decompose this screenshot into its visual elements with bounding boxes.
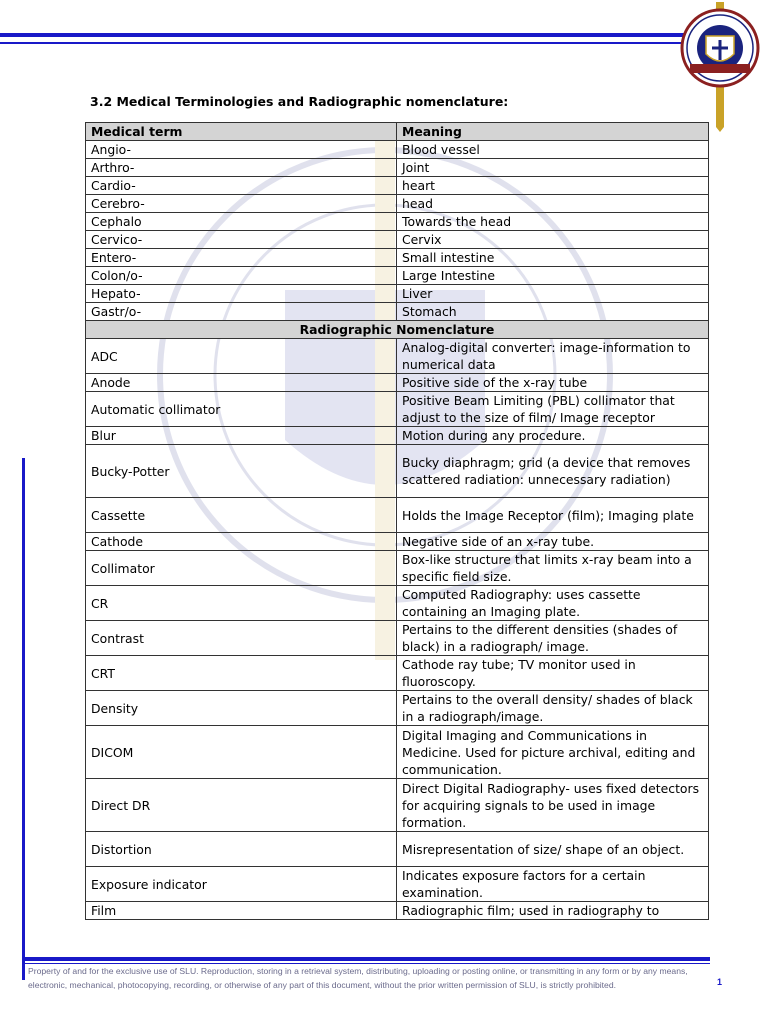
meaning-cell: Joint <box>397 159 709 177</box>
table-row <box>86 779 709 832</box>
meaning-cell: Direct Digital Radiography- uses fixed detectors for acquiring signals to be used in image formation. <box>397 779 709 832</box>
meaning-cell: Box-like structure that limits x-ray beam into a specific field size. <box>397 551 709 586</box>
term-cell: Exposure indicator <box>86 867 397 902</box>
meaning-cell: Radiographic film; used in radiography to <box>397 902 709 920</box>
table-row <box>86 141 709 159</box>
term-cell: Anode <box>86 374 397 392</box>
table-row <box>86 498 709 533</box>
table-row <box>86 159 709 177</box>
term-cell: Angio- <box>86 141 397 159</box>
term-cell: ADC <box>86 339 397 374</box>
term-cell: Contrast <box>86 621 397 656</box>
term-cell: Cervico- <box>86 231 397 249</box>
page-number: 1 <box>717 977 723 987</box>
meaning-cell: Blood vessel <box>397 141 709 159</box>
header-rule <box>0 33 700 37</box>
footer-notice: Property of and for the exclusive use of SLU. Reproduction, storing in a retrieval system, distributing, uploading or posting online, or transmitting in any form or by any means, electronic, mechanical, photocopying, recording, or otherwise of any part of this document, without the prior written permission of SLU, is strictly prohibited. <box>28 966 688 990</box>
table-row <box>86 691 709 726</box>
term-cell: Colon/o- <box>86 267 397 285</box>
meaning-cell: Stomach <box>397 303 709 321</box>
table-row <box>86 551 709 586</box>
table-row <box>86 533 709 551</box>
table-row <box>86 726 709 779</box>
meaning-cell: Cathode ray tube; TV monitor used in fluoroscopy. <box>397 656 709 691</box>
footer-rule <box>22 957 710 961</box>
section-title: 3.2 Medical Terminologies and Radiographic nomenclature: <box>90 94 509 109</box>
meaning-cell: heart <box>397 177 709 195</box>
term-cell: CR <box>86 586 397 621</box>
left-margin-rule <box>22 458 25 980</box>
header-rule-thin <box>0 42 700 44</box>
table-row <box>86 902 709 920</box>
table-row <box>86 392 709 427</box>
table-row <box>86 374 709 392</box>
term-cell: CRT <box>86 656 397 691</box>
meaning-cell: Negative side of an x-ray tube. <box>397 533 709 551</box>
table-row <box>86 177 709 195</box>
meaning-cell: Computed Radiography: uses cassette containing an Imaging plate. <box>397 586 709 621</box>
meaning-cell: Motion during any procedure. <box>397 427 709 445</box>
meaning-cell: Cervix <box>397 231 709 249</box>
meaning-cell: Pertains to the overall density/ shades of black in a radiograph/image. <box>397 691 709 726</box>
meaning-cell: Misrepresentation of size/ shape of an object. <box>397 832 709 867</box>
meaning-cell: Holds the Image Receptor (film); Imaging plate <box>397 498 709 533</box>
term-cell: Bucky-Potter <box>86 445 397 498</box>
term-cell: Cassette <box>86 498 397 533</box>
meaning-cell: Towards the head <box>397 213 709 231</box>
table-row <box>86 621 709 656</box>
table-header-row <box>86 123 709 141</box>
column-header-term: Medical term <box>86 123 397 141</box>
term-cell: Cephalo <box>86 213 397 231</box>
table-row <box>86 339 709 374</box>
table-row <box>86 213 709 231</box>
meaning-cell: Liver <box>397 285 709 303</box>
term-cell: Collimator <box>86 551 397 586</box>
meaning-cell: Positive Beam Limiting (PBL) collimator that adjust to the size of film/ Image receptor <box>397 392 709 427</box>
term-cell: Hepato- <box>86 285 397 303</box>
university-seal-icon <box>676 2 764 132</box>
section-heading: Radiographic Nomenclature <box>86 321 709 339</box>
term-cell: Density <box>86 691 397 726</box>
meaning-cell: Large Intestine <box>397 267 709 285</box>
meaning-cell: Digital Imaging and Communications in Medicine. Used for picture archival, editing and communication. <box>397 726 709 779</box>
table-row <box>86 267 709 285</box>
terminology-table <box>85 122 709 920</box>
term-cell: Film <box>86 902 397 920</box>
table-row <box>86 832 709 867</box>
term-cell: Entero- <box>86 249 397 267</box>
meaning-cell: Pertains to the different densities (shades of black) in a radiograph/ image. <box>397 621 709 656</box>
term-cell: Automatic collimator <box>86 392 397 427</box>
table-row <box>86 195 709 213</box>
term-cell: Cardio- <box>86 177 397 195</box>
term-cell: Cerebro- <box>86 195 397 213</box>
section-heading-row <box>86 321 709 339</box>
meaning-cell: Positive side of the x-ray tube <box>397 374 709 392</box>
meaning-cell: Analog-digital converter: image-information to numerical data <box>397 339 709 374</box>
term-cell: Arthro- <box>86 159 397 177</box>
term-cell: Distortion <box>86 832 397 867</box>
term-cell: Cathode <box>86 533 397 551</box>
table-row <box>86 285 709 303</box>
table-row <box>86 427 709 445</box>
meaning-cell: Small intestine <box>397 249 709 267</box>
term-cell: DICOM <box>86 726 397 779</box>
table-row <box>86 249 709 267</box>
term-cell: Blur <box>86 427 397 445</box>
table-row <box>86 303 709 321</box>
table-row <box>86 445 709 498</box>
table-row <box>86 586 709 621</box>
term-cell: Direct DR <box>86 779 397 832</box>
term-cell: Gastr/o- <box>86 303 397 321</box>
meaning-cell: head <box>397 195 709 213</box>
table-row <box>86 656 709 691</box>
meaning-cell: Indicates exposure factors for a certain examination. <box>397 867 709 902</box>
table-row <box>86 867 709 902</box>
table-row <box>86 231 709 249</box>
column-header-meaning: Meaning <box>397 123 709 141</box>
meaning-cell: Bucky diaphragm; grid (a device that removes scattered radiation: unnecessary radiation) <box>397 445 709 498</box>
